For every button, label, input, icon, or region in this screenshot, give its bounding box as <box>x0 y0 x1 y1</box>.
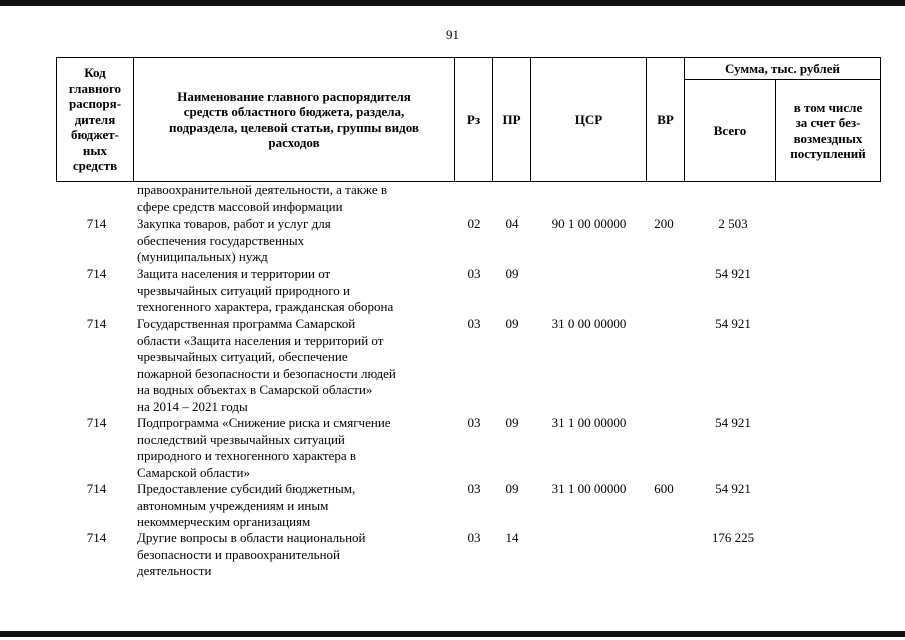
row-name-line: правоохранительной деятельности, а также в <box>137 182 388 197</box>
row-code: 714 <box>86 530 107 545</box>
row-name-line: техногенного характера, гражданская оборона <box>137 299 394 314</box>
row-name-line: чрезвычайных ситуаций природного и <box>137 282 350 298</box>
header-incl <box>775 79 881 182</box>
header-total: Всего <box>684 79 776 182</box>
row-rz: 03 <box>467 530 481 545</box>
header-code-line: распоря- <box>68 96 122 112</box>
header-code-line: дителя <box>74 111 116 127</box>
row-pr: 09 <box>505 481 519 496</box>
row-total: 54 921 <box>715 266 751 281</box>
top-rule <box>0 0 905 6</box>
row-name-line: (муниципальных) нужд <box>137 249 268 264</box>
row-name-line: деятельности <box>137 563 212 578</box>
header-name-line: подраздела, целевой статьи, группы видов <box>169 119 419 135</box>
row-name <box>137 316 396 415</box>
row-name-line: природного и техногенного характера в <box>137 448 357 463</box>
row-name-line: Предоставление субсидий бюджетным, <box>137 481 356 496</box>
row-vr: 200 <box>654 216 674 231</box>
row-name <box>137 481 355 531</box>
row-code: 714 <box>86 266 107 281</box>
row-name <box>137 182 387 215</box>
header-incl-line: за счет без- <box>795 115 861 130</box>
row-pr: 14 <box>505 530 519 545</box>
row-name-line: Закупка товаров, работ и услуг для <box>137 216 331 231</box>
row-name-line: последствий чрезвычайных ситуаций <box>137 431 345 447</box>
row-pr: 09 <box>505 316 519 331</box>
row-total: 54 921 <box>715 316 751 331</box>
row-name <box>137 415 391 481</box>
row-name-line: Самарской области» <box>137 464 250 480</box>
header-incl-line: возмездных <box>793 130 863 146</box>
row-name <box>137 266 393 316</box>
header-sum-title: Сумма, тыс. рублей <box>684 57 881 80</box>
row-name <box>137 530 366 580</box>
header-incl-line: поступлений <box>790 146 866 161</box>
header-code-line: ных <box>82 142 108 158</box>
row-csr: 31 0 00 00000 <box>551 316 627 331</box>
row-name-line: некоммерческим организациям <box>137 514 311 529</box>
row-name-line: на водных объектах в Самарской области» <box>137 382 373 397</box>
header-code-line: главного <box>68 80 122 96</box>
row-name-line: Защита населения и территории от <box>137 266 331 281</box>
bottom-rule <box>0 631 905 637</box>
row-code: 714 <box>86 316 107 331</box>
page-number: 91 <box>446 27 459 42</box>
row-name-line: автономным учреждениям и иным <box>137 497 329 513</box>
row-name-line: пожарной безопасности и безопасности людей <box>137 365 396 381</box>
row-total: 54 921 <box>715 481 751 496</box>
row-code: 714 <box>86 481 107 496</box>
header-name <box>133 57 455 182</box>
row-name-line: Государственная программа Самарской <box>137 316 356 331</box>
row-total: 54 921 <box>715 415 751 430</box>
row-name-line: Подпрограмма «Снижение риска и смягчение <box>137 415 391 430</box>
row-pr: 04 <box>505 216 519 231</box>
row-name-line: безопасности и правоохранительной <box>137 546 340 562</box>
row-name-line: Другие вопросы в области национальной <box>137 530 366 545</box>
header-name-line: средств областного бюджета, раздела, <box>183 104 405 119</box>
row-code: 714 <box>86 415 107 430</box>
header-incl-line: в том числе <box>793 99 863 115</box>
row-csr: 31 1 00 00000 <box>551 415 627 430</box>
header-name-line: Наименование главного распорядителя <box>177 88 411 104</box>
header-vr: ВР <box>646 57 685 182</box>
row-name-line: сфере средств массовой информации <box>137 198 343 214</box>
row-rz: 03 <box>467 266 481 281</box>
row-total: 176 225 <box>711 530 755 545</box>
row-rz: 03 <box>467 316 481 331</box>
row-vr: 600 <box>654 481 674 496</box>
row-name <box>137 216 331 266</box>
header-code <box>56 57 134 182</box>
header-csr: ЦСР <box>530 57 647 182</box>
row-name-line: области «Защита населения и территорий от <box>137 332 384 348</box>
row-total: 2 503 <box>718 216 748 231</box>
row-csr: 31 1 00 00000 <box>551 481 627 496</box>
header-code-line: Код <box>84 65 106 81</box>
header-code-line: бюджет- <box>70 127 119 143</box>
row-rz: 02 <box>467 216 481 231</box>
row-name-line: чрезвычайных ситуаций, обеспечение <box>137 349 348 364</box>
row-pr: 09 <box>505 415 519 430</box>
row-csr: 90 1 00 00000 <box>551 216 627 231</box>
row-rz: 03 <box>467 481 481 496</box>
row-name-line: на 2014 – 2021 годы <box>137 398 248 414</box>
header-name-line: расходов <box>268 135 320 150</box>
row-code: 714 <box>86 216 107 231</box>
header-pr: ПР <box>492 57 531 182</box>
row-pr: 09 <box>505 266 519 281</box>
header-code-line: средств <box>72 158 118 174</box>
row-name-line: обеспечения государственных <box>137 232 305 248</box>
row-rz: 03 <box>467 415 481 430</box>
header-rz: Рз <box>454 57 493 182</box>
